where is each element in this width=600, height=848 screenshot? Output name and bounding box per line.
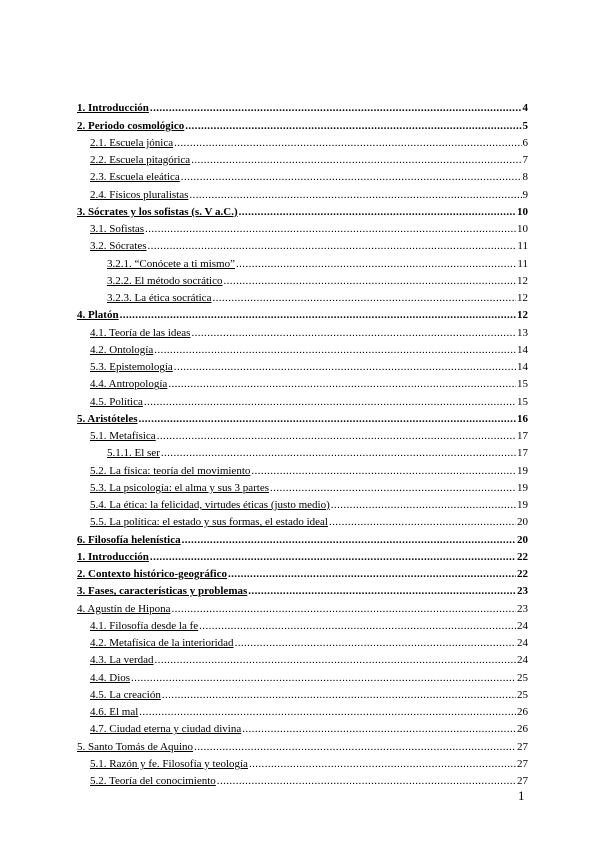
toc-entry[interactable] — [77, 253, 528, 270]
toc-leader-dots — [194, 741, 516, 754]
toc-entry-title[interactable]: 5.1.1. El ser — [107, 447, 160, 460]
toc-leader-dots — [148, 240, 517, 253]
toc-leader-dots — [236, 258, 516, 271]
toc-entry[interactable] — [77, 685, 528, 702]
toc-entry-page: 25 — [517, 671, 528, 684]
toc-entry[interactable] — [77, 581, 528, 598]
toc-entry[interactable] — [77, 202, 528, 219]
toc-entry-title[interactable]: 4.1. Teoría de las ideas — [90, 326, 191, 339]
toc-entry-title[interactable]: 4.3. La verdad — [90, 654, 154, 667]
toc-entry[interactable] — [77, 616, 528, 633]
toc-entry[interactable] — [77, 443, 528, 460]
toc-entry[interactable] — [77, 391, 528, 408]
toc-entry-title[interactable]: 3. Sócrates y los sofistas (s. V a.C.) — [77, 205, 238, 218]
toc-entry-title[interactable]: 5.3. Epistemología — [90, 361, 173, 373]
toc-leader-dots — [162, 689, 516, 702]
toc-entry-page: 15 — [517, 395, 528, 408]
toc-entry-title[interactable]: 4.5. La creación — [90, 688, 161, 701]
toc-leader-dots — [242, 723, 516, 736]
toc-leader-dots — [157, 430, 516, 443]
toc-entry-title[interactable]: 2.4. Físicos pluralistas — [90, 188, 189, 201]
toc-entry[interactable] — [77, 150, 528, 167]
toc-entry-page: 5 — [522, 119, 528, 132]
toc-leader-dots — [138, 413, 516, 426]
toc-leader-dots — [191, 327, 516, 340]
toc-entry-title[interactable]: 5. Aristóteles — [77, 412, 138, 425]
toc-entry[interactable] — [77, 167, 528, 184]
toc-entry-title[interactable]: 4.4. Antropología — [90, 378, 168, 391]
toc-leader-dots — [155, 654, 516, 667]
toc-entry-title[interactable]: 4.7. Ciudad eterna y ciudad divina — [90, 723, 242, 736]
toc-entry-page: 13 — [517, 326, 528, 339]
toc-entry[interactable] — [77, 236, 528, 253]
toc-entry-title[interactable]: 5.5. La política: el estado y sus formas, el estado ideal — [90, 516, 328, 529]
toc-entry-page: 26 — [517, 723, 528, 736]
toc-entry-page: 10 — [517, 223, 528, 235]
toc-entry[interactable] — [77, 771, 528, 788]
toc-entry-page: 25 — [517, 688, 528, 701]
toc-entry-page: 9 — [522, 188, 528, 201]
toc-entry[interactable] — [77, 357, 528, 374]
toc-leader-dots — [150, 102, 522, 115]
toc-entry-title[interactable]: 2.3. Escuela eleática — [90, 171, 180, 184]
toc-entry-page: 8 — [522, 171, 528, 184]
toc-entry[interactable] — [77, 736, 528, 753]
toc-entry[interactable] — [77, 547, 528, 564]
toc-entry-title[interactable]: 4.2. Ontología — [90, 343, 154, 356]
toc-entry-page: 6 — [522, 136, 528, 149]
toc-entry[interactable] — [77, 409, 528, 426]
toc-entry[interactable] — [77, 667, 528, 684]
toc-entry-page: 24 — [517, 619, 528, 632]
toc-entry-title[interactable]: 6. Filosofía helenística — [77, 533, 181, 546]
toc-entry[interactable] — [77, 98, 528, 115]
toc-leader-dots — [131, 672, 516, 685]
toc-entry[interactable] — [77, 633, 528, 650]
toc-leader-dots — [235, 637, 516, 650]
toc-entry-page: 12 — [517, 309, 528, 322]
toc-entry-page: 19 — [517, 499, 528, 511]
toc-leader-dots — [331, 499, 516, 512]
table-of-contents — [77, 98, 528, 788]
toc-entry-title[interactable]: 5.4. La ética: la felicidad, virtudes éticas (justo medio) — [90, 499, 330, 511]
toc-leader-dots — [228, 568, 516, 581]
toc-leader-dots — [174, 137, 521, 150]
toc-entry-title[interactable]: 5.3. La psicología: el alma y sus 3 partes — [90, 481, 270, 494]
toc-entry-title[interactable]: 4.6. El mal — [90, 706, 139, 718]
toc-entry-page: 27 — [517, 740, 528, 753]
toc-entry-page: 12 — [517, 274, 528, 287]
toc-entry-page: 16 — [517, 412, 528, 425]
toc-leader-dots — [249, 758, 516, 771]
toc-entry-title[interactable]: 5.2. La física: teoría del movimiento — [90, 464, 251, 477]
toc-entry[interactable] — [77, 340, 528, 357]
toc-entry-page: 27 — [517, 775, 528, 787]
toc-entry-page: 22 — [517, 568, 528, 580]
toc-leader-dots — [145, 223, 516, 236]
toc-entry-title[interactable]: 3. Fases, características y problemas — [77, 585, 248, 598]
toc-entry-page: 14 — [517, 343, 528, 356]
toc-entry-title[interactable]: 5.1. Razón y fe. Filosofía y teología — [90, 757, 248, 770]
toc-entry-page: 19 — [517, 464, 528, 477]
toc-leader-dots — [154, 344, 516, 357]
toc-entry-title[interactable]: 2.2. Escuela pitagórica — [90, 154, 191, 166]
toc-entry-page: 10 — [517, 205, 528, 218]
toc-leader-dots — [168, 378, 516, 391]
toc-entry-page: 7 — [522, 154, 528, 166]
toc-leader-dots — [189, 189, 521, 202]
toc-entry-title[interactable]: 4.2. Metafísica de la interioridad — [90, 637, 234, 649]
toc-entry-page: 19 — [517, 481, 528, 494]
toc-entry-title[interactable]: 4. Agustín de Hipona — [77, 602, 171, 615]
toc-entry-title[interactable]: 3.2.2. El método socrático — [107, 274, 223, 287]
toc-entry-title[interactable]: 5.2. Teoría del conocimiento — [90, 775, 216, 787]
toc-entry-title[interactable]: 3.2. Sócrates — [90, 240, 147, 253]
toc-entry[interactable] — [77, 133, 528, 150]
toc-leader-dots — [329, 516, 516, 529]
toc-entry-page: 24 — [517, 637, 528, 649]
toc-leader-dots — [144, 396, 516, 409]
toc-entry-title[interactable]: 4.1. Filosofía desde la fe — [90, 619, 199, 632]
toc-entry-page: 27 — [517, 757, 528, 770]
toc-entry-page: 23 — [517, 602, 528, 615]
toc-entry[interactable] — [77, 322, 528, 339]
toc-entry-title[interactable]: 3.2.1. “Conócete a ti mismo” — [107, 257, 235, 270]
toc-entry-title[interactable]: 2. Contexto histórico-geográfico — [77, 568, 227, 580]
toc-leader-dots — [182, 534, 516, 547]
toc-entry-page: 11 — [517, 257, 528, 270]
toc-leader-dots — [223, 275, 516, 288]
toc-entry-title[interactable]: 5. Santo Tomás de Aquino — [77, 740, 194, 753]
toc-entry-title[interactable]: 4.5. Política — [90, 395, 143, 408]
toc-entry[interactable] — [77, 288, 528, 305]
toc-entry[interactable] — [77, 184, 528, 201]
toc-entry[interactable] — [77, 495, 528, 512]
toc-entry-page: 11 — [517, 240, 528, 253]
toc-entry-title[interactable]: 5.1. Metafísica — [90, 430, 156, 442]
toc-entry[interactable] — [77, 598, 528, 615]
toc-leader-dots — [212, 292, 516, 305]
toc-entry[interactable] — [77, 754, 528, 771]
toc-entry[interactable] — [77, 115, 528, 132]
toc-entry[interactable] — [77, 460, 528, 477]
toc-entry-title[interactable]: 2. Periodo cosmológico — [77, 119, 185, 132]
toc-entry-page: 23 — [517, 585, 528, 598]
toc-entry-title[interactable]: 1. Introducción — [77, 550, 149, 563]
toc-entry[interactable] — [77, 374, 528, 391]
toc-entry[interactable] — [77, 650, 528, 667]
toc-leader-dots — [150, 551, 516, 564]
toc-leader-dots — [191, 154, 521, 167]
toc-entry-page: 20 — [517, 533, 528, 546]
toc-entry[interactable] — [77, 529, 528, 546]
toc-entry-title[interactable]: 2.1. Escuela jónica — [90, 136, 174, 149]
toc-entry[interactable] — [77, 478, 528, 495]
toc-entry-page: 4 — [522, 102, 528, 115]
toc-leader-dots — [270, 482, 516, 495]
toc-entry-page: 17 — [517, 447, 528, 460]
toc-entry[interactable] — [77, 564, 528, 581]
toc-entry-title[interactable]: 4. Platón — [77, 309, 119, 322]
toc-entry[interactable] — [77, 702, 528, 719]
toc-leader-dots — [120, 309, 516, 322]
toc-entry[interactable] — [77, 219, 528, 236]
toc-leader-dots — [174, 361, 516, 374]
toc-entry[interactable] — [77, 719, 528, 736]
toc-entry-page: 12 — [517, 292, 528, 304]
toc-entry-page: 24 — [517, 654, 528, 667]
toc-leader-dots — [139, 706, 516, 719]
toc-entry-title[interactable]: 1. Introducción — [77, 102, 149, 115]
toc-entry[interactable] — [77, 271, 528, 288]
toc-entry-page: 14 — [517, 361, 528, 373]
toc-leader-dots — [248, 585, 516, 598]
toc-entry-page: 20 — [517, 516, 528, 529]
toc-entry-page: 26 — [517, 706, 528, 718]
toc-leader-dots — [161, 447, 516, 460]
toc-leader-dots — [181, 171, 522, 184]
toc-leader-dots — [199, 620, 516, 633]
toc-entry-page: 17 — [517, 430, 528, 442]
toc-entry[interactable] — [77, 512, 528, 529]
page-number: 1 — [518, 788, 525, 803]
toc-leader-dots — [251, 465, 516, 478]
toc-entry-title[interactable]: 3.2.3. La ética socrática — [107, 292, 212, 304]
toc-leader-dots — [217, 775, 516, 788]
toc-leader-dots — [239, 206, 516, 219]
toc-entry-title[interactable]: 3.1. Sofistas — [90, 223, 145, 235]
toc-entry-title[interactable]: 4.4. Dios — [90, 671, 131, 684]
toc-entry[interactable] — [77, 305, 528, 322]
toc-entry[interactable] — [77, 426, 528, 443]
toc-leader-dots — [172, 603, 517, 616]
toc-entry-page: 15 — [517, 378, 528, 391]
toc-leader-dots — [185, 120, 521, 133]
toc-entry-page: 22 — [517, 550, 528, 563]
